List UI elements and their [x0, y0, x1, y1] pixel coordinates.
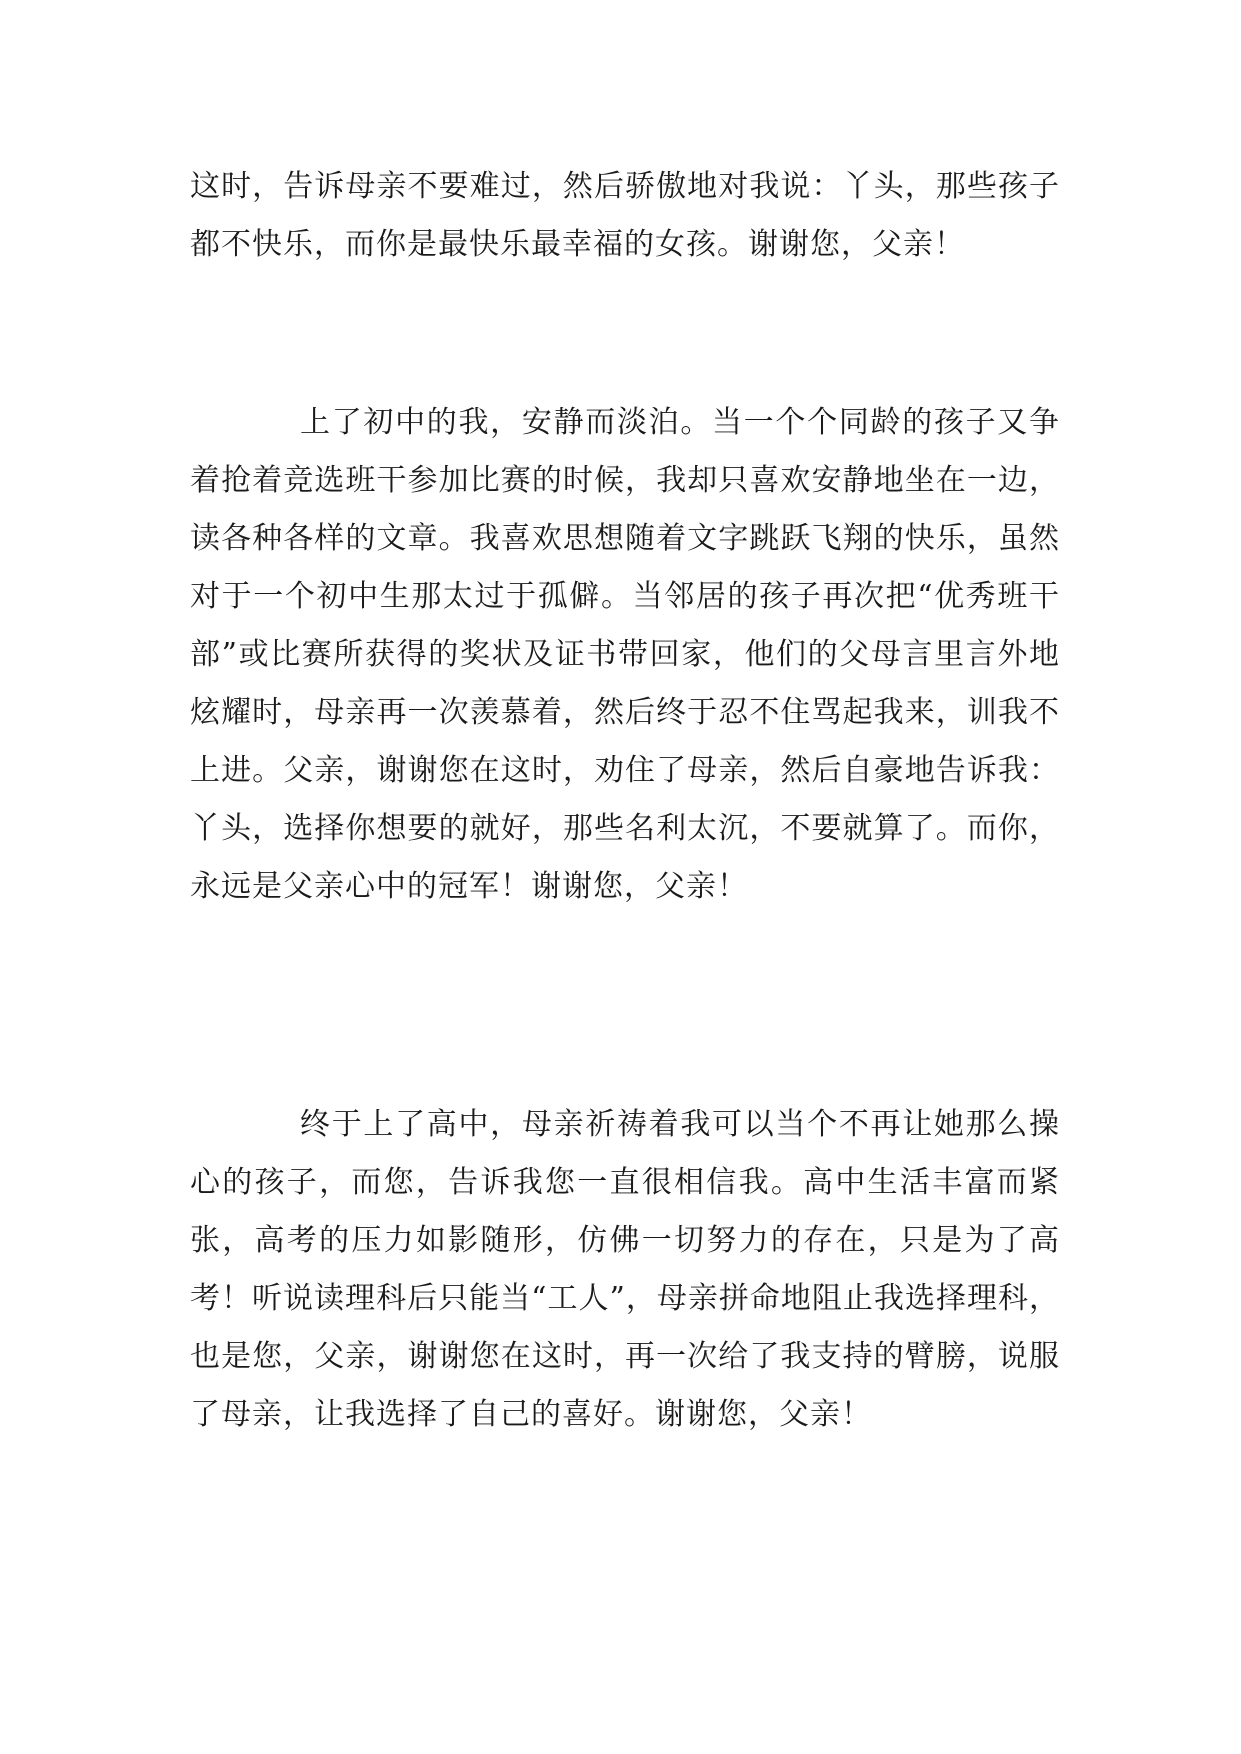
paragraph-3: 终于上了高中，母亲祈祷着我可以当个不再让她那么操心的孩子，而您，告诉我您一直很相信我。高中生活丰富而紧张，高考的压力如影随形，仿佛一切努力的存在，只是为了高考！听说读理科后只能当“工人”，母亲拼命地阻止我选择理科，也是您，父亲，谢谢您在这时，再一次给了我支持的臂膀，说服了母亲，让我选择了自己的喜好。谢谢您，父亲！: [190, 1107, 1060, 1432]
paragraph-2: 上了初中的我，安静而淡泊。当一个个同龄的孩子又争着抢着竞选班干参加比赛的时候，我却只喜欢安静地坐在一边，读各种各样的文章。我喜欢思想随着文字跳跃飞翔的快乐，虽然对于一个初中生那太过于孤僻。当邻居的孩子再次把“优秀班干部”或比赛所获得的奖状及证书带回家，他们的父母言里言外地炫耀时，母亲再一次羡慕着，然后终于忍不住骂起我来，训我不上进。父亲，谢谢您在这时，劝住了母亲，然后自豪地告诉我：丫头，选择你想要的就好，那些名利太沉，不要就算了。而你，永远是父亲心中的冠军！谢谢您，父亲！: [190, 405, 1060, 904]
paragraph-1: 这时，告诉母亲不要难过，然后骄傲地对我说：丫头，那些孩子都不快乐，而你是最快乐最幸福的女孩。谢谢您，父亲！: [190, 169, 1060, 262]
